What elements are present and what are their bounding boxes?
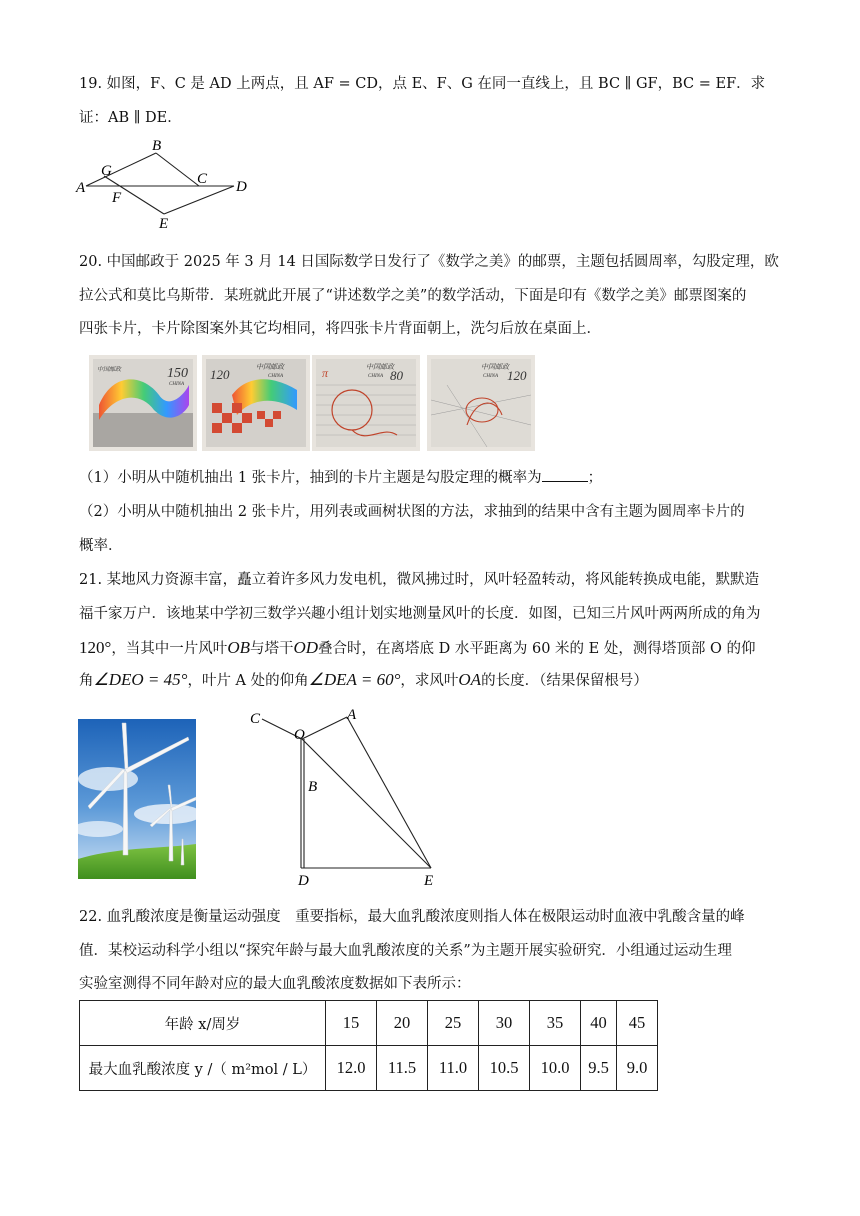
q19-line1: 19. 如图，F、C 是 AD 上两点，且 AF = CD，点 E、F、G 在同一直线上，且 BC ∥ GF，BC = EF．求 — [79, 76, 766, 92]
q22-line2: 值．某校运动科学小组以“探究年龄与最大血乳酸浓度的关系”为主题开展实验研究．小组通过运动生理 — [79, 943, 732, 959]
q21-line4 — [79, 664, 648, 697]
table-cell-value: 10.5 — [479, 1046, 530, 1091]
q21-line1: 21. 某地风力资源丰富，矗立着许多风力发电机，微风拂过时，风叶轻盈转动，将风能转换成电能，默默造 — [79, 572, 760, 588]
q20-sub2-line2: 概率． — [79, 538, 123, 554]
table-cell-age: 25 — [428, 1001, 479, 1046]
table-cell-value: 9.5 — [581, 1046, 617, 1091]
stamp3-brand: 中国邮政 — [366, 363, 394, 371]
table-cell-age: 45 — [617, 1001, 658, 1046]
q22-line3: 实验室测得不同年龄对应的最大血乳酸浓度数据如下表所示： — [79, 976, 471, 992]
q21-angle-dea: ∠DEA = 60° — [308, 670, 401, 689]
q21-line4-text-g: 的长度．（结果保留根号） — [481, 673, 648, 689]
q19-label-b: B — [152, 138, 162, 154]
stamp3-country: CHINA — [368, 374, 383, 379]
q21-line3-text-f: 叠合时，在离塔底 D 水平距离为 60 米的 E 处，测得塔顶部 O 的仰 — [318, 641, 756, 657]
q19-figure — [74, 136, 264, 228]
stamp2-brand: 中国邮政 — [256, 363, 284, 371]
q21-angle-deo: ∠DEO = 45° — [93, 670, 188, 689]
table-row — [80, 1001, 658, 1046]
q21-seg-ob: OB — [227, 638, 250, 657]
stamp1-brand: 中国邮政 — [97, 367, 122, 373]
table-cell-age: 30 — [479, 1001, 530, 1046]
q21-line4-text-a: 角 — [79, 673, 94, 689]
q21-line3-text-d: 与塔干 — [249, 641, 294, 657]
q20-line3: 四张卡片，卡片除图案外其它均相同，将四张卡片背面朝上，洗匀后放在桌面上． — [79, 321, 601, 337]
wind-turbine-photo — [78, 719, 196, 879]
q21-label-c: C — [250, 711, 261, 727]
table-cell-value: 10.0 — [530, 1046, 581, 1091]
q21-figure — [244, 703, 444, 889]
stamp4-country: CHINA — [483, 374, 498, 379]
q20-sub1-suffix: ； — [587, 470, 603, 486]
q22-line1: 22. 血乳酸浓度是衡量运动强度 重要指标，最大血乳酸浓度则指人体在极限运动时血液中乳酸含量的峰 — [79, 909, 745, 925]
table-cell-age: 15 — [326, 1001, 377, 1046]
table-header-age: 年龄 x/周岁 — [80, 1001, 326, 1046]
q20-line1: 20. 中国邮政于 2025 年 3 月 14 日国际数学日发行了《数学之美》的邮票，主题包括圆周率，勾股定理，欧 — [79, 254, 779, 270]
q20-sub1 — [79, 462, 602, 494]
q21-label-b: B — [308, 779, 318, 795]
table-cell-value: 11.0 — [428, 1046, 479, 1091]
q21-label-o: O — [294, 727, 305, 743]
stamp4-value: 120 — [507, 368, 527, 383]
table-cell-age: 40 — [581, 1001, 617, 1046]
q21-seg-oa: OA — [458, 670, 482, 689]
stamp3-value: 80 — [390, 368, 403, 383]
q19-label-d: D — [236, 179, 247, 195]
stamp-euler-card — [427, 355, 535, 451]
q21-line3 — [79, 632, 755, 665]
table-cell-value: 12.0 — [326, 1046, 377, 1091]
stamp1-country: CHINA — [169, 382, 184, 387]
q19-label-g: G — [101, 163, 112, 179]
q21-label-a: A — [347, 707, 357, 723]
q19-label-a: A — [76, 180, 86, 196]
q21-angle-120: 120° — [79, 638, 112, 657]
q21-line4-text-c: ，叶片 A 处的仰角 — [187, 673, 309, 689]
q21-seg-od: OD — [293, 638, 319, 657]
stamp-pythagoras-card — [202, 355, 310, 451]
lactate-table — [79, 1000, 658, 1091]
q19-label-f: F — [112, 190, 122, 206]
stamp-pi-card — [312, 355, 420, 451]
q21-line2: 福千家万户．该地某中学初三数学兴趣小组计划实地测量风叶的长度．如图，已知三片风叶两两所成的角为 — [79, 606, 761, 622]
table-cell-age: 35 — [530, 1001, 581, 1046]
table-header-lactate: 最大血乳酸浓度 y /（ m²mol / L） — [80, 1046, 326, 1091]
table-row — [80, 1046, 658, 1091]
q20-line2: 拉公式和莫比乌斯带．某班就此开展了“讲述数学之美”的数学活动，下面是印有《数学之美》邮票图案的 — [79, 288, 747, 304]
q20-answer-blank — [542, 465, 588, 482]
stamp2-country: CHINA — [268, 374, 283, 379]
q19-label-c: C — [197, 171, 208, 187]
q21-line3-text-b: ，当其中一片风叶 — [111, 641, 228, 657]
table-cell-age: 20 — [377, 1001, 428, 1046]
q20-sub2-line1: （2）小明从中随机抽出 2 张卡片，用列表或画树状图的方法，求抽到的结果中含有主题为圆周率卡片的 — [79, 504, 745, 520]
q19-line2: 证：AB ∥ DE． — [79, 110, 182, 126]
q20-sub1-prefix: （1）小明从中随机抽出 1 张卡片，抽到的卡片主题是勾股定理的概率为 — [79, 470, 542, 486]
stamp1-value: 150 — [167, 366, 188, 381]
stamp3-symbol: π — [322, 366, 329, 380]
q19-label-e: E — [159, 216, 169, 228]
q21-line4-text-e: ，求风叶 — [400, 673, 459, 689]
stamp2-value: 120 — [210, 367, 230, 382]
table-cell-value: 11.5 — [377, 1046, 428, 1091]
q21-label-d: D — [298, 873, 309, 889]
stamp4-brand: 中国邮政 — [481, 363, 509, 371]
stamp-mobius-card — [89, 355, 197, 451]
q21-label-e: E — [424, 873, 434, 889]
table-cell-value: 9.0 — [617, 1046, 658, 1091]
